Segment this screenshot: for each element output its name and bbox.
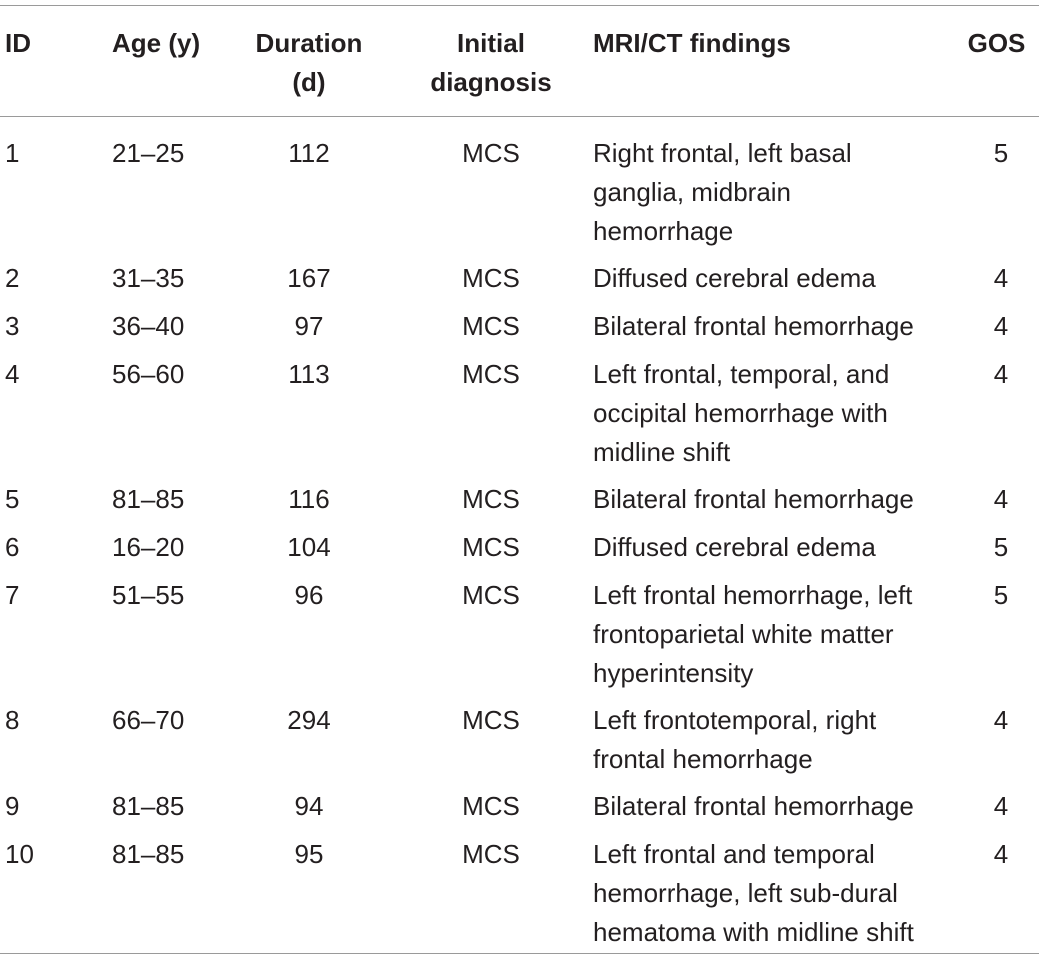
cell-gos: 4 (993, 705, 1009, 735)
cell-diagnosis: MCS (462, 791, 520, 821)
cell-id: 4 (5, 359, 20, 389)
cell-age: 31–35 (112, 263, 185, 293)
cell-gos: 5 (993, 532, 1009, 562)
cell-diagnosis: MCS (462, 311, 520, 341)
cell-findings: Left frontotemporal, right frontal hemorrhage (593, 705, 877, 774)
header-id: ID (5, 28, 31, 58)
cell-findings: Left frontal, temporal, and occipital hemorrhage with midline shift (593, 359, 890, 467)
cell-duration: 294 (287, 705, 331, 735)
cell-duration: 95 (294, 839, 324, 869)
cell-age: 51–55 (112, 580, 185, 610)
header-rule (0, 116, 1039, 117)
table-bottom-rule (0, 953, 1039, 954)
cell-gos: 4 (993, 359, 1009, 389)
cell-findings: Bilateral frontal hemorrhage (593, 311, 914, 341)
cell-age: 21–25 (112, 138, 185, 168)
cell-gos: 4 (993, 791, 1009, 821)
cell-duration: 112 (288, 138, 330, 168)
cell-age: 56–60 (112, 359, 185, 389)
header-duration: Duration (d) (255, 28, 363, 97)
cell-id: 5 (5, 484, 20, 514)
cell-findings: Diffused cerebral edema (593, 263, 876, 293)
cell-diagnosis: MCS (462, 263, 520, 293)
cell-findings: Left frontal and temporal hemorrhage, left sub-dural hematoma with midline shift (593, 839, 914, 947)
cell-age: 16–20 (112, 532, 185, 562)
cell-diagnosis: MCS (462, 705, 520, 735)
table-top-rule (0, 5, 1039, 6)
cell-diagnosis: MCS (462, 359, 520, 389)
cell-id: 8 (5, 705, 20, 735)
cell-diagnosis: MCS (462, 580, 520, 610)
header-gos: GOS (967, 28, 1026, 58)
cell-duration: 104 (287, 532, 331, 562)
cell-id: 9 (5, 791, 20, 821)
cell-duration: 96 (294, 580, 324, 610)
header-age: Age (y) (112, 28, 201, 58)
cell-findings: Diffused cerebral edema (593, 532, 876, 562)
cell-gos: 4 (993, 839, 1009, 869)
cell-age: 81–85 (112, 839, 185, 869)
cell-id: 10 (5, 839, 34, 869)
cell-duration: 113 (288, 359, 330, 389)
cell-diagnosis: MCS (462, 484, 520, 514)
cell-id: 1 (5, 138, 20, 168)
cell-diagnosis: MCS (462, 138, 520, 168)
cell-age: 81–85 (112, 791, 185, 821)
cell-duration: 116 (288, 484, 330, 514)
cell-findings: Bilateral frontal hemorrhage (593, 791, 914, 821)
cell-findings: Bilateral frontal hemorrhage (593, 484, 914, 514)
cell-age: 81–85 (112, 484, 185, 514)
cell-duration: 97 (294, 311, 324, 341)
cell-gos: 5 (993, 580, 1009, 610)
cell-gos: 4 (993, 484, 1009, 514)
header-initial-diagnosis: Initial diagnosis (430, 28, 552, 97)
cell-findings: Right frontal, left basal ganglia, midbrain hemorrhage (593, 138, 852, 246)
cell-id: 3 (5, 311, 20, 341)
cell-id: 2 (5, 263, 20, 293)
cell-id: 7 (5, 580, 20, 610)
cell-gos: 4 (993, 263, 1009, 293)
cell-diagnosis: MCS (462, 532, 520, 562)
cell-duration: 167 (287, 263, 331, 293)
cell-diagnosis: MCS (462, 839, 520, 869)
cell-gos: 4 (993, 311, 1009, 341)
cell-age: 36–40 (112, 311, 185, 341)
header-mri-ct-findings: MRI/CT findings (593, 28, 791, 58)
cell-findings: Left frontal hemorrhage, left frontoparietal white matter hyperintensity (593, 580, 913, 688)
cell-duration: 94 (294, 791, 324, 821)
cell-id: 6 (5, 532, 20, 562)
cell-age: 66–70 (112, 705, 185, 735)
cell-gos: 5 (993, 138, 1009, 168)
